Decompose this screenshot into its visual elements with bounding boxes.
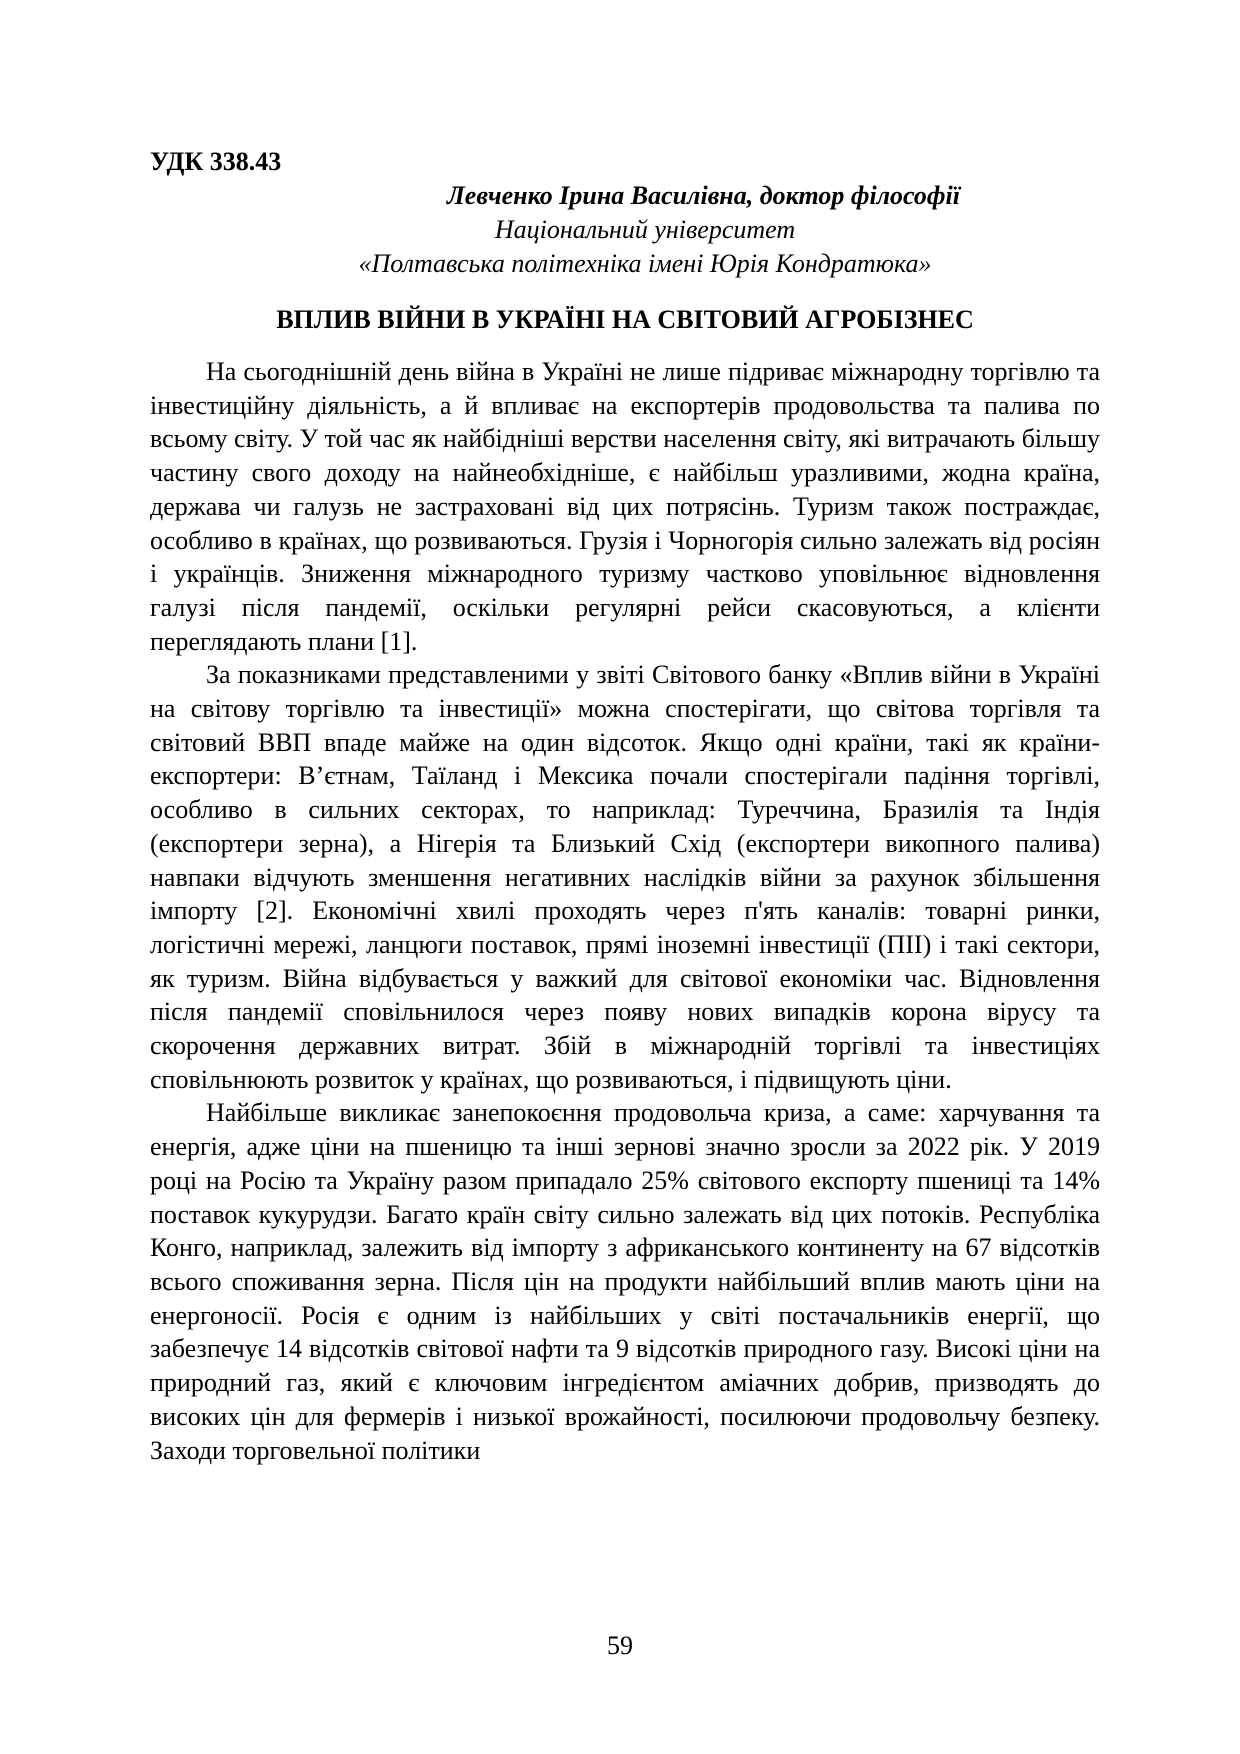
author-block <box>150 179 1100 281</box>
body-paragraph: Найбільше викликає занепокоєння продовольча криза, а саме: харчування та енергія, адже ціни на пшеницю та інші зернові значно зросли за 2022 рік. У 2019 році на Росію та Україну разом припадало 25% світового експорту пшениці та 14% поставок кукурудзи. Багато країн світу сильно залежать від цих потоків. Республіка Конго, наприклад, залежить від імпорту з африканського континенту на 67 відсотків всього споживання зерна. Після цін на продукти найбільший вплив мають ціни на енергоносії. Росія є одним із найбільших у світі постачальників енергії, що забезпечує 14 відсотків світової нафти та 9 відсотків природного газу. Високі ціни на природний газ, який є ключовим інгредієнтом аміачних добрив, призводять до високих цін для фермерів і низької врожайності, посилюючи продовольчу безпеку. Заходи торговельної політики <box>150 1098 1100 1465</box>
article-title: ВПЛИВ ВІЙНИ В УКРАЇНІ НА СВІТОВИЙ АГРОБІЗНЕС <box>276 305 974 334</box>
affiliation-institution: «Полтавська політехніка імені Юрія Кондратюка» <box>358 249 932 278</box>
udc-code: УДК 338.43 <box>150 147 282 176</box>
article-page <box>150 145 1100 1467</box>
body-paragraph: За показниками представленими у звіті Світового банку «Вплив війни в Україні на світову торгівлю та інвестиції» можна спостерігати, що світова торгівля та світовий ВВП впаде майже на один відсоток. Якщо одні країни, такі як країни-експортери: В’єтнам, Таїланд і Мексика почали спостерігали падіння торгівлі, особливо в сильних секторах, то наприклад: Туреччина, Бразилія та Індія (експортери зерна), а Нігерія та Близький Схід (експортери викопного палива) навпаки відчують зменшення негативних наслідків війни за рахунок збільшення імпорту [2]. Економічні хвилі проходять через п'ять каналів: товарні ринки, логістичні мережі, ланцюги поставок, прямі іноземні інвестиції (ПІІ) і такі сектори, як туризм. Війна відбувається у важкий для світової економіки час. Відновлення після пандемії сповільнилося через появу нових випадків корона вірусу та скорочення державних витрат. Збій в міжнародній торгівлі та інвестиціях сповільнюють розвиток у країнах, що розвиваються, і підвищують ціни. <box>150 660 1100 1094</box>
page-number: 59 <box>607 1631 633 1660</box>
body-paragraph: На сьогоднішній день війна в Україні не лише підриває міжнародну торгівлю та інвестиційну діяльність, а й впливає на експортерів продовольства та палива по всьому світу. У той час як найбідніші верстви населення світу, які витрачають більшу частину свого доходу на найнеобхідніше, є найбільш уразливими, жодна країна, держава чи галузь не застраховані від цих потрясінь. Туризм також постраждає, особливо в країнах, що розвиваються. Грузія і Чорногорія сильно залежать від росіян і українців. Зниження міжнародного туризму частково уповільнює відновлення галузі після пандемії, оскільки регулярні рейси скасовуються, а клієнти переглядають плани [1]. <box>150 357 1100 656</box>
affiliation-university: Національний університет <box>494 215 796 244</box>
author-name: Левченко Ірина Василівна, доктор філософії <box>446 181 960 210</box>
